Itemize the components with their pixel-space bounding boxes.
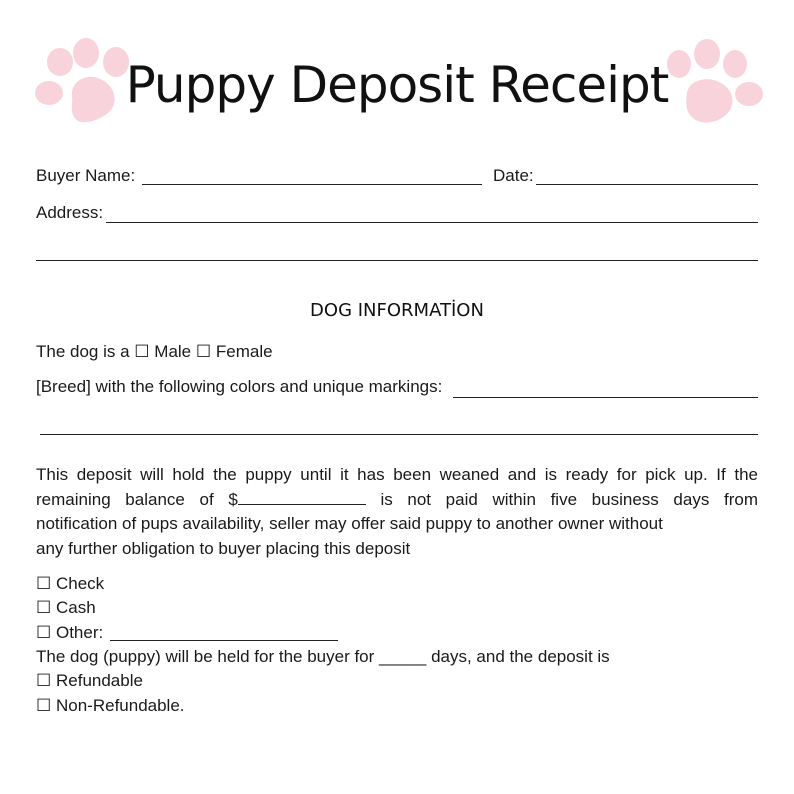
markings-field-line2[interactable]: [40, 434, 758, 435]
deposit-terms: [36, 463, 758, 561]
cash-label: Cash: [55, 598, 96, 617]
terms-line: [36, 488, 758, 513]
male-checkbox[interactable]: ☐: [134, 342, 150, 361]
hold-text-tail: days, and the deposit is: [431, 647, 610, 666]
hold-text: The dog (puppy) will be held for the buyer for: [36, 647, 375, 666]
other-label: Other:: [55, 623, 104, 642]
non-refundable-checkbox[interactable]: ☐: [36, 696, 52, 715]
buyer-name-field[interactable]: [142, 184, 482, 185]
non-refundable-label: Non-Refundable.: [55, 696, 185, 715]
other-checkbox[interactable]: ☐: [36, 623, 52, 642]
refundable-label: Refundable: [55, 671, 143, 690]
payment-check: [36, 574, 104, 594]
female-label: Female: [215, 342, 273, 361]
balance-label: remaining balance of $: [36, 489, 238, 509]
dog-sex-prefix: The dog is a: [36, 342, 130, 361]
breed-label: [Breed] with the following colors and unique markings:: [36, 377, 443, 396]
dog-sex-line: [36, 342, 273, 362]
payment-cash: [36, 598, 96, 618]
female-checkbox[interactable]: ☐: [195, 342, 212, 361]
payment-other: [36, 623, 103, 643]
terms-line: notification of pups availability, seller may offer said puppy to another owner without: [36, 514, 663, 533]
address-label: Address:: [36, 203, 104, 222]
male-label: Male: [154, 342, 192, 361]
dog-information-heading: DOG INFORMATİON: [310, 300, 484, 321]
non-refundable-option: [36, 696, 185, 716]
check-label: Check: [55, 574, 105, 593]
hold-line: [36, 647, 610, 667]
page-title: Puppy Deposit Receipt: [125, 56, 669, 114]
other-field[interactable]: [110, 640, 338, 641]
hold-days-field[interactable]: _____: [379, 647, 427, 666]
buyer-name-label: Buyer Name:: [36, 166, 136, 185]
refundable-checkbox[interactable]: ☐: [36, 671, 52, 690]
balance-field[interactable]: [238, 490, 366, 505]
markings-field[interactable]: [453, 397, 758, 398]
terms-line-tail: is not paid within five business days from: [380, 489, 758, 509]
terms-line: any further obligation to buyer placing this deposit: [36, 538, 411, 558]
date-field[interactable]: [536, 184, 758, 185]
check-checkbox[interactable]: ☐: [36, 574, 52, 593]
terms-line: This deposit will hold the puppy until it has been weaned and is ready for pick up. If the: [36, 465, 758, 484]
refundable-option: [36, 671, 143, 691]
cash-checkbox[interactable]: ☐: [36, 598, 52, 617]
address-field[interactable]: [106, 222, 758, 223]
address-field-line2[interactable]: [36, 260, 758, 261]
date-label: Date:: [493, 166, 534, 185]
